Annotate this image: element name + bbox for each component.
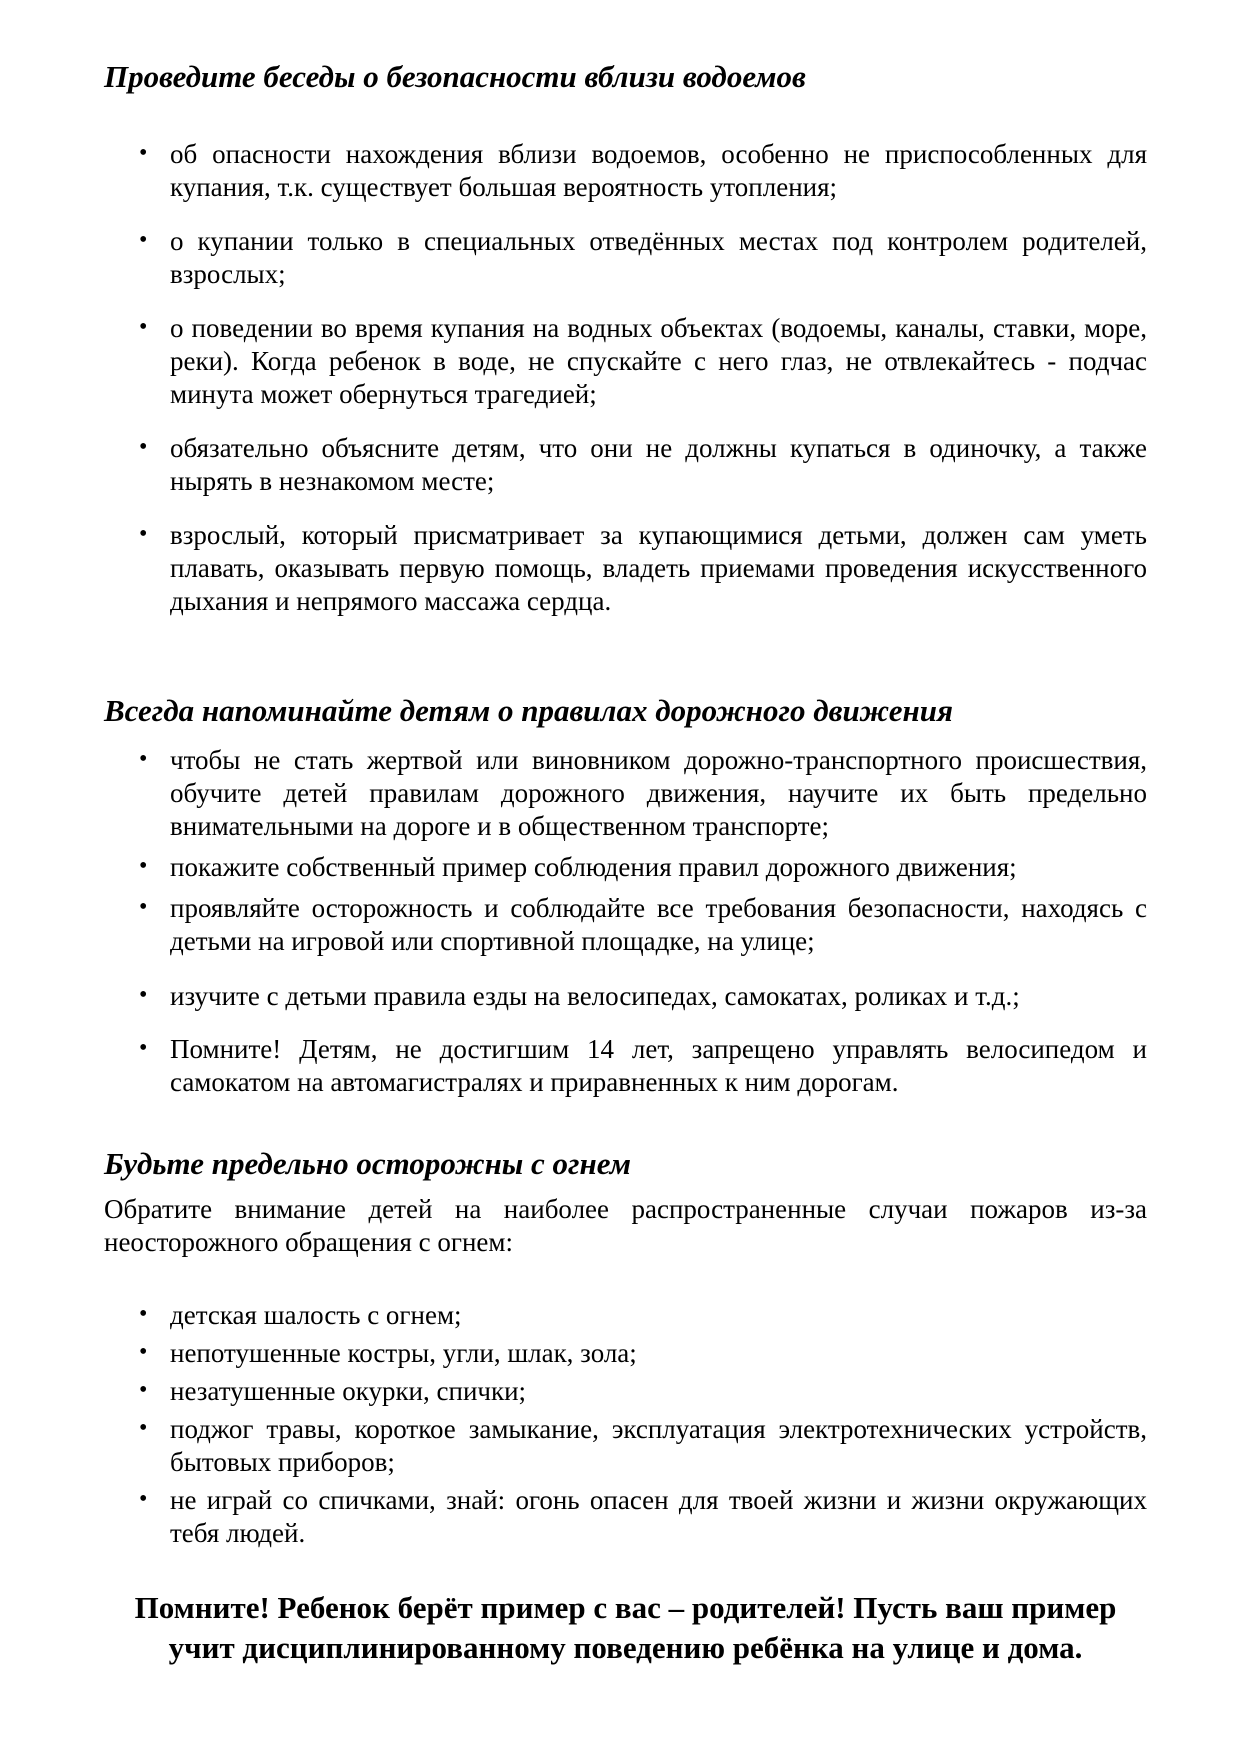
list-item: • проявляйте осторожность и соблюдайте все требования безопасности, находясь с детьми на игровой или спортивной площадке, на улице; [170,892,1147,958]
section-water-safety [104,58,1147,618]
list-item: • чтобы не стать жертвой или виновником дорожно-транспортного происшествия, обучите детей правилам дорожного движения, научите их быть предельно внимательными на дороге и в общественном транспорте; [170,744,1147,843]
list-item: • о купании только в специальных отведённых местах под контролем родителей, взрослых; [170,225,1147,291]
list-item: • о поведении во время купания на водных объектах (водоемы, каналы, ставки, море, реки). Когда ребенок в воде, не спускайте с него глаз, не отвлекайтесь - подчас минута может обернуться трагедией; [170,312,1147,411]
section-road-rules [104,692,1147,1099]
list-item: • взрослый, который присматривает за купающимися детьми, должен сам уметь плавать, оказывать первую помощь, владеть приемами проведения искусственного дыхания и непрямого массажа сердца. [170,519,1147,618]
fire-intro-paragraph: Обратите внимание детей на наиболее распространенные случаи пожаров из-за неосторожного обращения с огнем: [104,1194,1147,1257]
list-item: • не играй со спичками, знай: огонь опасен для твоей жизни и жизни окружающих тебя людей. [170,1484,1147,1550]
section-heading-road: Всегда напоминайте детям о правилах дорожного движения [104,693,953,728]
section-heading-fire: Будьте предельно осторожны с огнем [104,1146,631,1181]
water-safety-bullet-list [104,138,1147,618]
list-item: • поджог травы, короткое замыкание, эксплуатация электротехнических устройств, бытовых приборов; [170,1413,1147,1479]
list-item: • Помните! Детям, не достигшим 14 лет, запрещено управлять велосипедом и самокатом на автомагистралях и приравненных к ним дорогам. [170,1033,1147,1099]
list-item: • детская шалость с огнем; [170,1299,1147,1332]
road-rules-bullet-list [104,744,1147,1099]
fire-causes-bullet-list [104,1299,1147,1550]
list-item: • изучите с детьми правила езды на велосипедах, самокатах, роликах и т.д.; [170,980,1147,1013]
section-fire-safety [104,1145,1147,1550]
list-item: • непотушенные костры, угли, шлак, зола; [170,1337,1147,1370]
list-item: • обязательно объясните детям, что они не должны купаться в одиночку, а также нырять в незнакомом месте; [170,432,1147,498]
parents-reminder-paragraph: Помните! Ребенок берёт пример с вас – родителей! Пусть ваш пример учит дисциплинированному поведению ребёнка на улице и дома. [134,1590,1117,1665]
list-item: • покажите собственный пример соблюдения правил дорожного движения; [170,851,1147,884]
list-item: • незатушенные окурки, спички; [170,1375,1147,1408]
section-heading-water: Проведите беседы о безопасности вблизи водоемов [104,59,806,94]
list-item: • об опасности нахождения вблизи водоемов, особенно не приспособленных для купания, т.к. существует большая вероятность утопления; [170,138,1147,204]
